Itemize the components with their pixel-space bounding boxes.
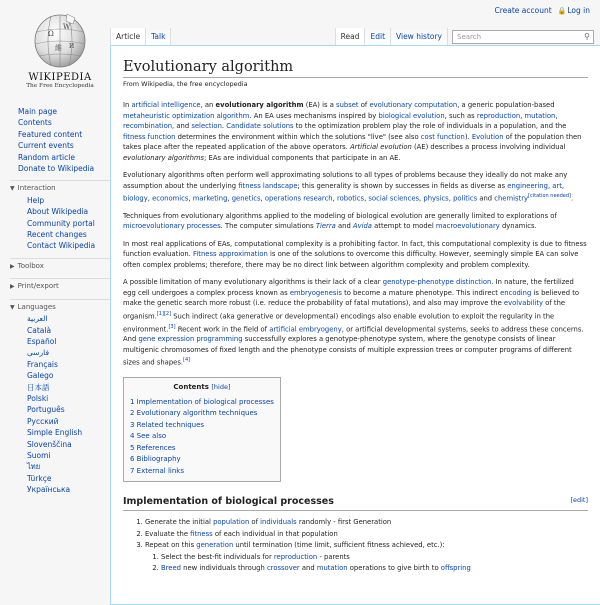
search-placeholder: Search [457, 32, 482, 41]
section-edit-link[interactable]: [edit] [570, 496, 588, 505]
link[interactable]: fitness function [123, 132, 176, 141]
toc-item[interactable]: 3 Related techniques [130, 420, 205, 429]
page-title: Evolutionary algorithm [123, 59, 588, 78]
link[interactable]: biological evolution [378, 111, 445, 120]
logo-wordmark: WIKIPEDIA [28, 72, 92, 83]
lang-link-fi[interactable]: Suomi [27, 450, 51, 460]
sidebar-section-title: Print/export [17, 282, 59, 291]
sidebar-item-community-portal[interactable]: Community portal [27, 218, 95, 228]
sidebar-section-title: Interaction [17, 184, 56, 193]
reference-link[interactable]: [2] [163, 310, 172, 317]
link[interactable]: reproduction [476, 111, 521, 120]
lang-link-es[interactable]: Español [27, 336, 57, 346]
lang-link-gl[interactable]: Galego [27, 371, 54, 381]
toc-item[interactable]: 1 Implementation of biological processes [130, 397, 274, 406]
reference-link[interactable]: [4] [183, 357, 191, 364]
logo-tagline: The Free Encyclopedia [26, 83, 94, 89]
sidebar-section-title: Toolbox [17, 261, 44, 270]
link[interactable]: genotype-phenotype distinction [382, 278, 492, 287]
section-heading: Implementation of biological processes [edit] [123, 496, 588, 511]
tab-view-history[interactable]: View history [391, 28, 448, 45]
search-input[interactable] [452, 30, 594, 44]
toc-title: Contents [hide] [173, 383, 231, 392]
lang-link-th[interactable]: ไทย [27, 462, 41, 472]
chevron-down-icon: ▼ [10, 303, 15, 311]
link[interactable]: microevolutionary processes [123, 222, 221, 231]
lang-link-ja[interactable]: 日本語 [27, 382, 50, 392]
link[interactable]: evolvability [503, 299, 544, 308]
chevron-down-icon: ▼ [10, 185, 15, 193]
link[interactable]: fitness [190, 529, 213, 538]
link[interactable]: Evolution [471, 132, 504, 141]
link[interactable]: individuals [260, 518, 297, 527]
tab-edit[interactable]: Edit [365, 28, 391, 45]
paragraph-2: Evolutionary algorithms often perform well approximating solutions to all types of problems because they ideally do not make any assumption about the underlying fitness landscape; this generality is shown by successes in fields as diverse as engineering, art, biology, economics, marketing, genetics, operations research, robotics, social sciences, physics, politics and chemistry[citation needed]. [123, 171, 574, 203]
sidebar-section-header[interactable] [10, 299, 114, 313]
sidebar-item-main-page[interactable]: Main page [18, 107, 58, 116]
link[interactable]: economics [152, 194, 189, 203]
svg-text:W: W [63, 23, 71, 31]
tab-read[interactable]: Read [335, 28, 366, 45]
login-group [558, 6, 590, 15]
sidebar-section-header[interactable] [10, 258, 114, 272]
link[interactable]: art [552, 181, 562, 190]
list-item: 1. Generate the initial population of individuals randomly - first Generation [145, 517, 588, 529]
site-subtitle: From Wikipedia, the free encyclopedia [123, 80, 248, 88]
sidebar [10, 106, 114, 496]
link[interactable]: crossover [266, 564, 300, 573]
link[interactable]: generation [196, 541, 234, 550]
view-tabs [335, 28, 594, 45]
toc-item[interactable]: 5 References [130, 443, 176, 452]
svg-text:維: 維 [55, 44, 62, 52]
link[interactable]: reproduction [273, 552, 318, 561]
toc-item[interactable]: 6 Bibliography [130, 455, 181, 464]
tab-talk[interactable]: Talk [146, 28, 171, 45]
svg-text:Ω: Ω [48, 30, 54, 38]
tab-article[interactable]: Article [110, 28, 146, 45]
paragraph-5: A possible limitation of many evolutionary algorithms is their lack of a clear genotype-phenotype distinction. In nature, the fertilized egg cell undergoes a complex process known as embryogenesis to become a mature phenotype. This indirect encoding is believed to make the genetic search more robust (i.e. reduce the probability of fatal mutations), and also may improve the evolvability of the organism.[1][2] Such indirect (aka generative or developmental) encodings also enable evolution to exploit the regularity in the environment.[3] Recent work in the field of artificial embryogeny, or artificial developmental systems, seeks to address these concerns. And gene expression programming successfully explores a genotype-phenotype system, where the genotype consists of linear multigenic chromosomes of fixed length and the phenotype consists of multiple expression trees or computer programs of different sizes and shapes.[4] [123, 278, 584, 367]
toc-item[interactable]: 4 See also [130, 432, 167, 441]
link[interactable]: population [213, 518, 250, 527]
toc-item[interactable]: 2 Evolutionary algorithm techniques [130, 409, 258, 418]
lang-link-pt[interactable]: Português [27, 405, 65, 415]
link[interactable]: Candidate solutions [226, 122, 294, 130]
sidebar-item-donate[interactable]: Donate to Wikipedia [18, 164, 95, 174]
toc-item[interactable]: 7 External links [130, 466, 184, 475]
sidebar-item-featured-content[interactable]: Featured content [18, 129, 83, 139]
table-of-contents [123, 377, 281, 482]
wikipedia-logo[interactable] [12, 12, 108, 89]
create-account-link[interactable]: Create account [494, 6, 552, 15]
search-icon[interactable]: ⚲ [584, 31, 590, 41]
sidebar-section-toolbox [10, 258, 114, 272]
paragraph-3: Techniques from evolutionary algorithms applied to the modeling of biological evolution are generally limited to explorations of microevolutionary processes. The computer simulations Tierra and Avida attempt to model macroevolutionary dynamics. [123, 211, 557, 231]
toc-hide-toggle[interactable]: [hide] [211, 383, 231, 392]
lang-link-pl[interactable]: Polski [27, 393, 49, 403]
user-icon: 🔒 [557, 6, 567, 15]
link[interactable]: mutation [524, 111, 556, 120]
link[interactable]: chemistry [494, 194, 529, 203]
chevron-right-icon: ▶ [10, 283, 15, 291]
list-item: 1. Select the best-fit individuals for reproduction - parents [161, 552, 588, 564]
reference-link[interactable]: [1] [156, 310, 164, 317]
list-item: 2. Breed new individuals through crossover and mutation operations to give birth to offspring [161, 563, 588, 575]
list-item: 2. Evaluate the fitness of each individual in that population [145, 529, 588, 541]
link[interactable]: artificial embryogeny [269, 324, 342, 333]
sidebar-item-contents[interactable]: Contents [18, 118, 52, 128]
sidebar-nav [18, 106, 114, 174]
link[interactable]: engineering [507, 181, 548, 190]
sidebar-item-about[interactable]: About Wikipedia [27, 207, 89, 217]
link[interactable]: Tierra [315, 222, 336, 231]
link[interactable]: selection [191, 122, 222, 130]
lang-link-simple[interactable]: Simple English [27, 428, 83, 438]
link[interactable]: artificial intelligence [131, 101, 201, 109]
chevron-right-icon: ▶ [10, 262, 15, 270]
lang-link-ar[interactable]: العربية [27, 314, 48, 324]
link[interactable]: gene expression programming [138, 335, 243, 344]
link[interactable]: optimization [172, 111, 215, 120]
lang-link-ru[interactable]: Русский [27, 416, 59, 426]
sidebar-item-help[interactable]: Help [27, 195, 45, 205]
svg-text:И: И [69, 43, 75, 50]
sidebar-section-title: Languages [17, 302, 56, 311]
link[interactable]: metaheuristic [123, 111, 170, 120]
link[interactable]: subset [336, 101, 359, 109]
paragraph-4: In most real applications of EAs, computational complexity is a prohibiting factor. In fact, this computational complexity is due to fitness function evaluation. Fitness approximation is one of the solutions to overcome this difficulty. However, seemingly simple EA can solve often complex problems; therefore, there may be no direct link between algorithm complexity and problem complexity. [123, 239, 587, 269]
link[interactable]: cost function [420, 132, 465, 141]
link[interactable]: genetics [231, 194, 261, 203]
lang-link-sl[interactable]: Slovenščina [27, 439, 72, 449]
link[interactable]: biology [123, 194, 148, 203]
paragraph-intro: In artificial intelligence, an evolutionary algorithm (EA) is a subset of evolutionary computation, a generic population-based metaheuristic optimization algorithm. An EA uses mechanisms inspired by biological evolution, such as reproduction, mutation, recombination, and selection. Candidate solutions to the optimization problem play the role of individuals in a population, and the fitness function determines the environment within which the solutions "live" (see also cost function). Evolution of the population then takes place after the repeated application of the above operators. Artificial evolution (AE) describes a process involving individual evolutionary algorithms; EAs are individual components that participate in an AE. [123, 101, 582, 162]
personal-tools [494, 6, 590, 15]
lang-link-fa[interactable]: فارسی [27, 348, 50, 358]
sidebar-item-recent-changes[interactable]: Recent changes [27, 230, 87, 240]
process-steps-list [123, 517, 588, 575]
link[interactable]: Breed [161, 564, 181, 573]
sidebar-item-contact[interactable]: Contact Wikipedia [27, 241, 96, 251]
link[interactable]: recombination [123, 122, 173, 130]
link[interactable]: encoding [500, 288, 532, 297]
link[interactable]: fitness landscape [238, 181, 298, 190]
link[interactable]: marketing [192, 194, 228, 203]
link[interactable]: robotics [336, 194, 365, 203]
sidebar-section-header[interactable] [10, 180, 114, 194]
link[interactable]: algorithm [216, 111, 250, 120]
login-link[interactable]: Log in [567, 6, 590, 15]
sub-steps-list [145, 552, 588, 575]
sidebar-section-languages [10, 299, 114, 496]
sidebar-item-random-article[interactable]: Random article [18, 152, 75, 162]
citation-needed[interactable]: [citation needed] [528, 193, 572, 199]
link[interactable]: Avida [352, 222, 372, 231]
link[interactable]: physics [423, 194, 449, 203]
list-item: 3. Repeat on this generation until termination (time limit, sufficient fitness achieved, etc.): 1. Select the best-fit individuals for reproduction - parents 2. Breed new individuals through crossover and mutation operations to give birth to offspring [145, 540, 588, 575]
sidebar-section-interaction [10, 180, 114, 251]
link[interactable]: mutation [316, 564, 348, 573]
puzzle-globe-icon [29, 12, 91, 68]
namespace-tabs [110, 28, 171, 45]
article-content [110, 45, 600, 605]
lang-link-tr[interactable]: Türkçe [27, 473, 52, 483]
sidebar-section-print [10, 278, 114, 292]
link[interactable]: Fitness approximation [193, 250, 268, 259]
reference-link[interactable]: [3] [168, 323, 176, 330]
sidebar-item-current-events[interactable]: Current events [18, 141, 74, 151]
lang-link-ca[interactable]: Català [27, 325, 52, 335]
link[interactable]: offspring [440, 564, 471, 573]
link[interactable]: evolutionary computation [369, 101, 458, 109]
lang-link-fr[interactable]: Français [27, 359, 58, 369]
link[interactable]: politics [453, 194, 478, 203]
lang-link-uk[interactable]: Українська [27, 485, 71, 495]
link[interactable]: embryogenesis [289, 288, 342, 297]
link[interactable]: social sciences [368, 194, 420, 203]
sidebar-section-header[interactable] [10, 278, 114, 292]
link[interactable]: macroevolutionary [435, 222, 500, 231]
link[interactable]: operations research [264, 194, 333, 203]
